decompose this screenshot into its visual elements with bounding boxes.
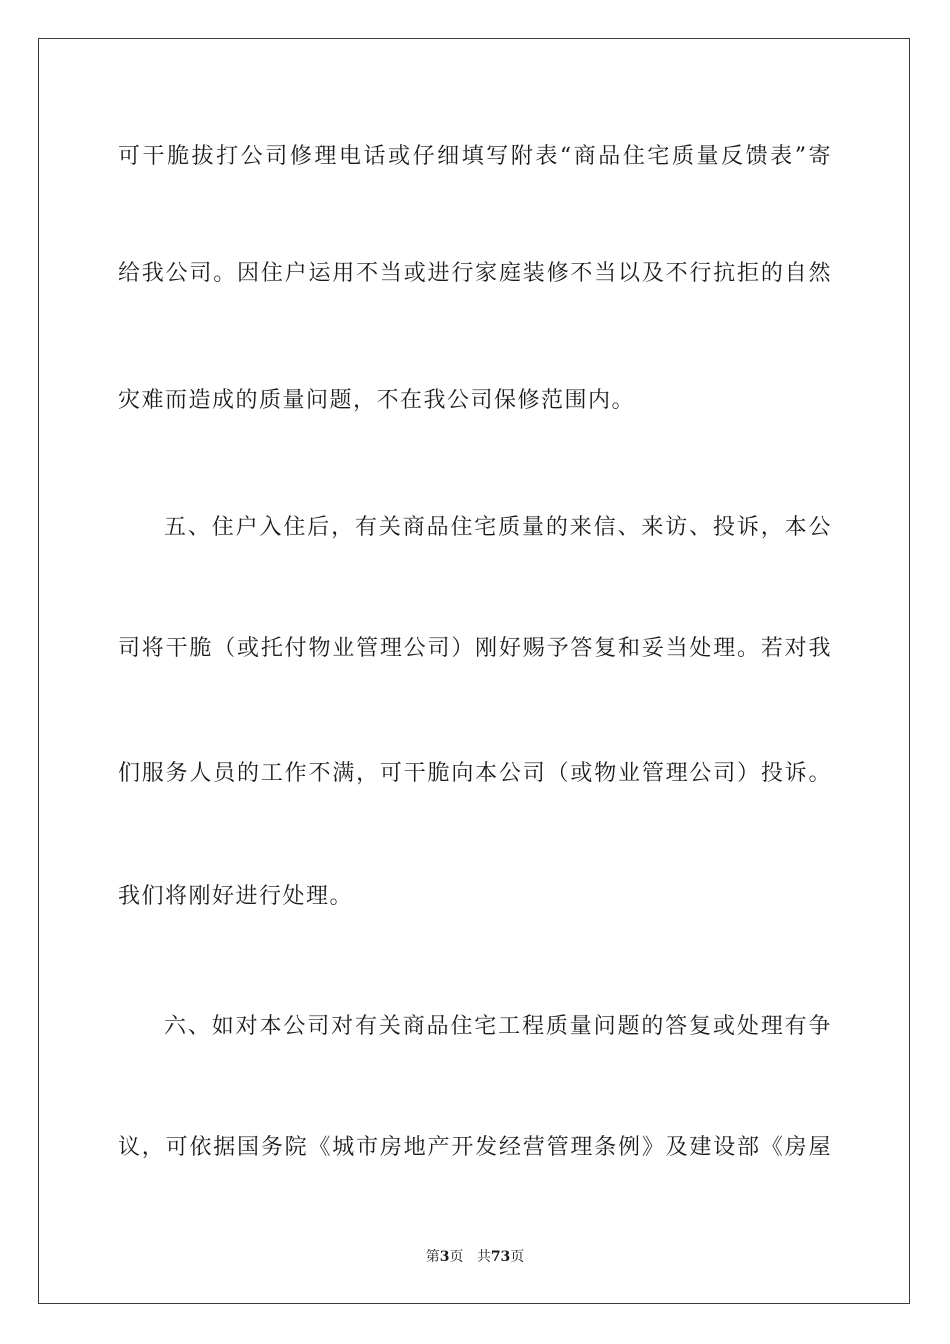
body-text-line: 可干脆拔打公司修理电话或仔细填写附表“商品住宅质量反馈表”寄 — [118, 144, 832, 169]
total-suffix: 页 — [510, 1249, 525, 1265]
page-suffix: 页 — [449, 1249, 464, 1265]
page-border — [38, 38, 910, 1304]
body-text-line: 灾难而造成的质量问题，不在我公司保修范围内。 — [118, 388, 636, 413]
paragraph-six-first-line: 六、如对本公司对有关商品住宅工程质量问题的答复或处理有争 — [164, 1014, 832, 1039]
page-number: 3 — [439, 1249, 450, 1265]
body-text-line: 议，可依据国务院《城市房地产开发经营管理条例》及建设部《房屋 — [118, 1135, 832, 1160]
body-text-line: 司将干脆（或托付物业管理公司）刚好赐予答复和妥当处理。若对我 — [118, 636, 832, 661]
body-text-line: 给我公司。因住户运用不当或进行家庭装修不当以及不行抗拒的自然 — [118, 261, 832, 286]
paragraph-five-first-line: 五、住户入住后，有关商品住宅质量的来信、来访、投诉，本公 — [164, 515, 832, 540]
body-text-line: 我们将刚好进行处理。 — [118, 884, 354, 909]
total-pages: 73 — [490, 1249, 511, 1265]
page-prefix: 第 — [425, 1249, 440, 1265]
total-prefix: 共 — [476, 1249, 491, 1265]
page-footer — [0, 1247, 950, 1267]
body-text-line: 们服务人员的工作不满，可干脆向本公司（或物业管理公司）投诉。 — [118, 761, 832, 786]
